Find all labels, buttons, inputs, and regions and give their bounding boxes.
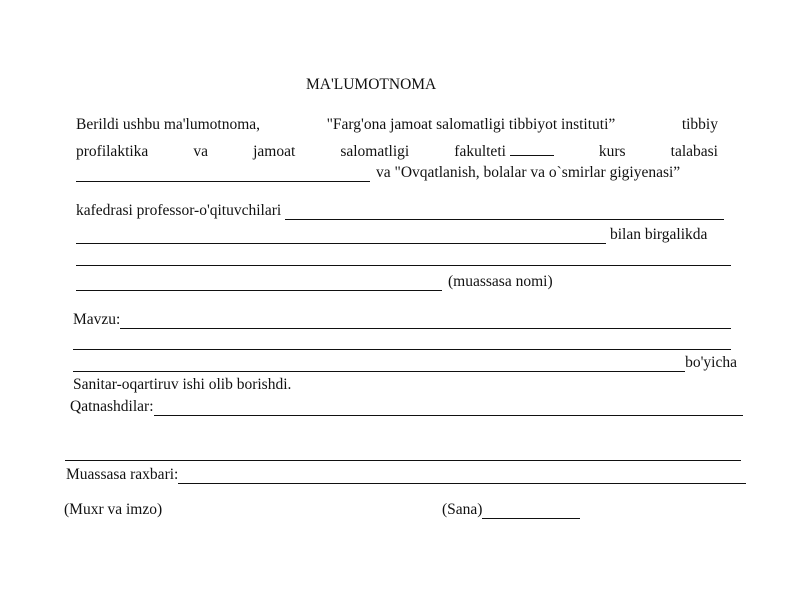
seal-signature-label: (Muxr va imzo) (64, 501, 163, 518)
together-text: bilan birgalikda (610, 226, 708, 243)
boyicha-text: bo'yicha (685, 354, 737, 371)
word-va: va (193, 143, 209, 160)
professors-blank[interactable] (285, 204, 724, 220)
word-talabasi: talabasi (670, 143, 718, 160)
word-salomatligi: salomatligi (340, 143, 410, 160)
institution-blank-2[interactable] (76, 275, 442, 291)
sanitary-text: Sanitar-oqartiruv ishi olib borishdi. (73, 376, 292, 393)
institution-line (76, 273, 570, 291)
word-kurs: kurs (598, 143, 626, 160)
word-fakulteti: fakulteti (454, 143, 506, 160)
participants-blank[interactable] (154, 400, 743, 416)
professors-line (76, 202, 724, 220)
date-line (442, 501, 580, 519)
tibbiy-text: tibbiy (681, 116, 718, 133)
institution-caption: (muassasa nomi) (448, 273, 553, 290)
intro-line-3 (76, 164, 728, 182)
director-label: Muassasa raxbari: (66, 466, 179, 483)
blank-line-1 (76, 250, 731, 266)
institute-name: "Farg'ona jamoat salomatligi tibbiyot instituti” (326, 116, 616, 133)
topic-line-3 (73, 354, 737, 372)
department-name: va "Ovqatlanish, bolalar va o`smirlar gigiyenasi” (376, 164, 681, 181)
course-number-blank[interactable] (510, 140, 554, 156)
participants-line-2 (65, 445, 741, 461)
word-profilaktika: profilaktika (76, 143, 149, 160)
institution-blank-1[interactable] (76, 250, 731, 266)
intro-line-2 (76, 140, 718, 161)
fakulteti-group (454, 140, 554, 161)
together-line (76, 226, 726, 244)
date-blank[interactable] (482, 503, 580, 519)
director-line (66, 466, 746, 484)
professors-label: kafedrasi professor-o'qituvchilari (76, 202, 282, 219)
director-blank[interactable] (178, 468, 746, 484)
topic-blank[interactable] (120, 313, 731, 329)
topic-line-2 (73, 334, 731, 350)
participants-line (70, 398, 743, 416)
topic-blank-3[interactable] (73, 356, 685, 372)
topic-line (73, 311, 731, 329)
word-jamoat: jamoat (253, 143, 296, 160)
participants-label: Qatnashdilar: (70, 398, 154, 415)
student-name-blank[interactable] (76, 166, 370, 182)
intro-line-1 (76, 116, 718, 134)
topic-label: Mavzu: (73, 311, 121, 328)
intro-text: Berildi ushbu ma'lumotnoma, (76, 116, 261, 133)
professors-blank-2[interactable] (76, 228, 606, 244)
participants-blank-2[interactable] (65, 445, 741, 461)
document-title: MA'LUMOTNOMA (306, 76, 437, 93)
date-label: (Sana) (442, 501, 483, 518)
topic-blank-2[interactable] (73, 334, 731, 350)
